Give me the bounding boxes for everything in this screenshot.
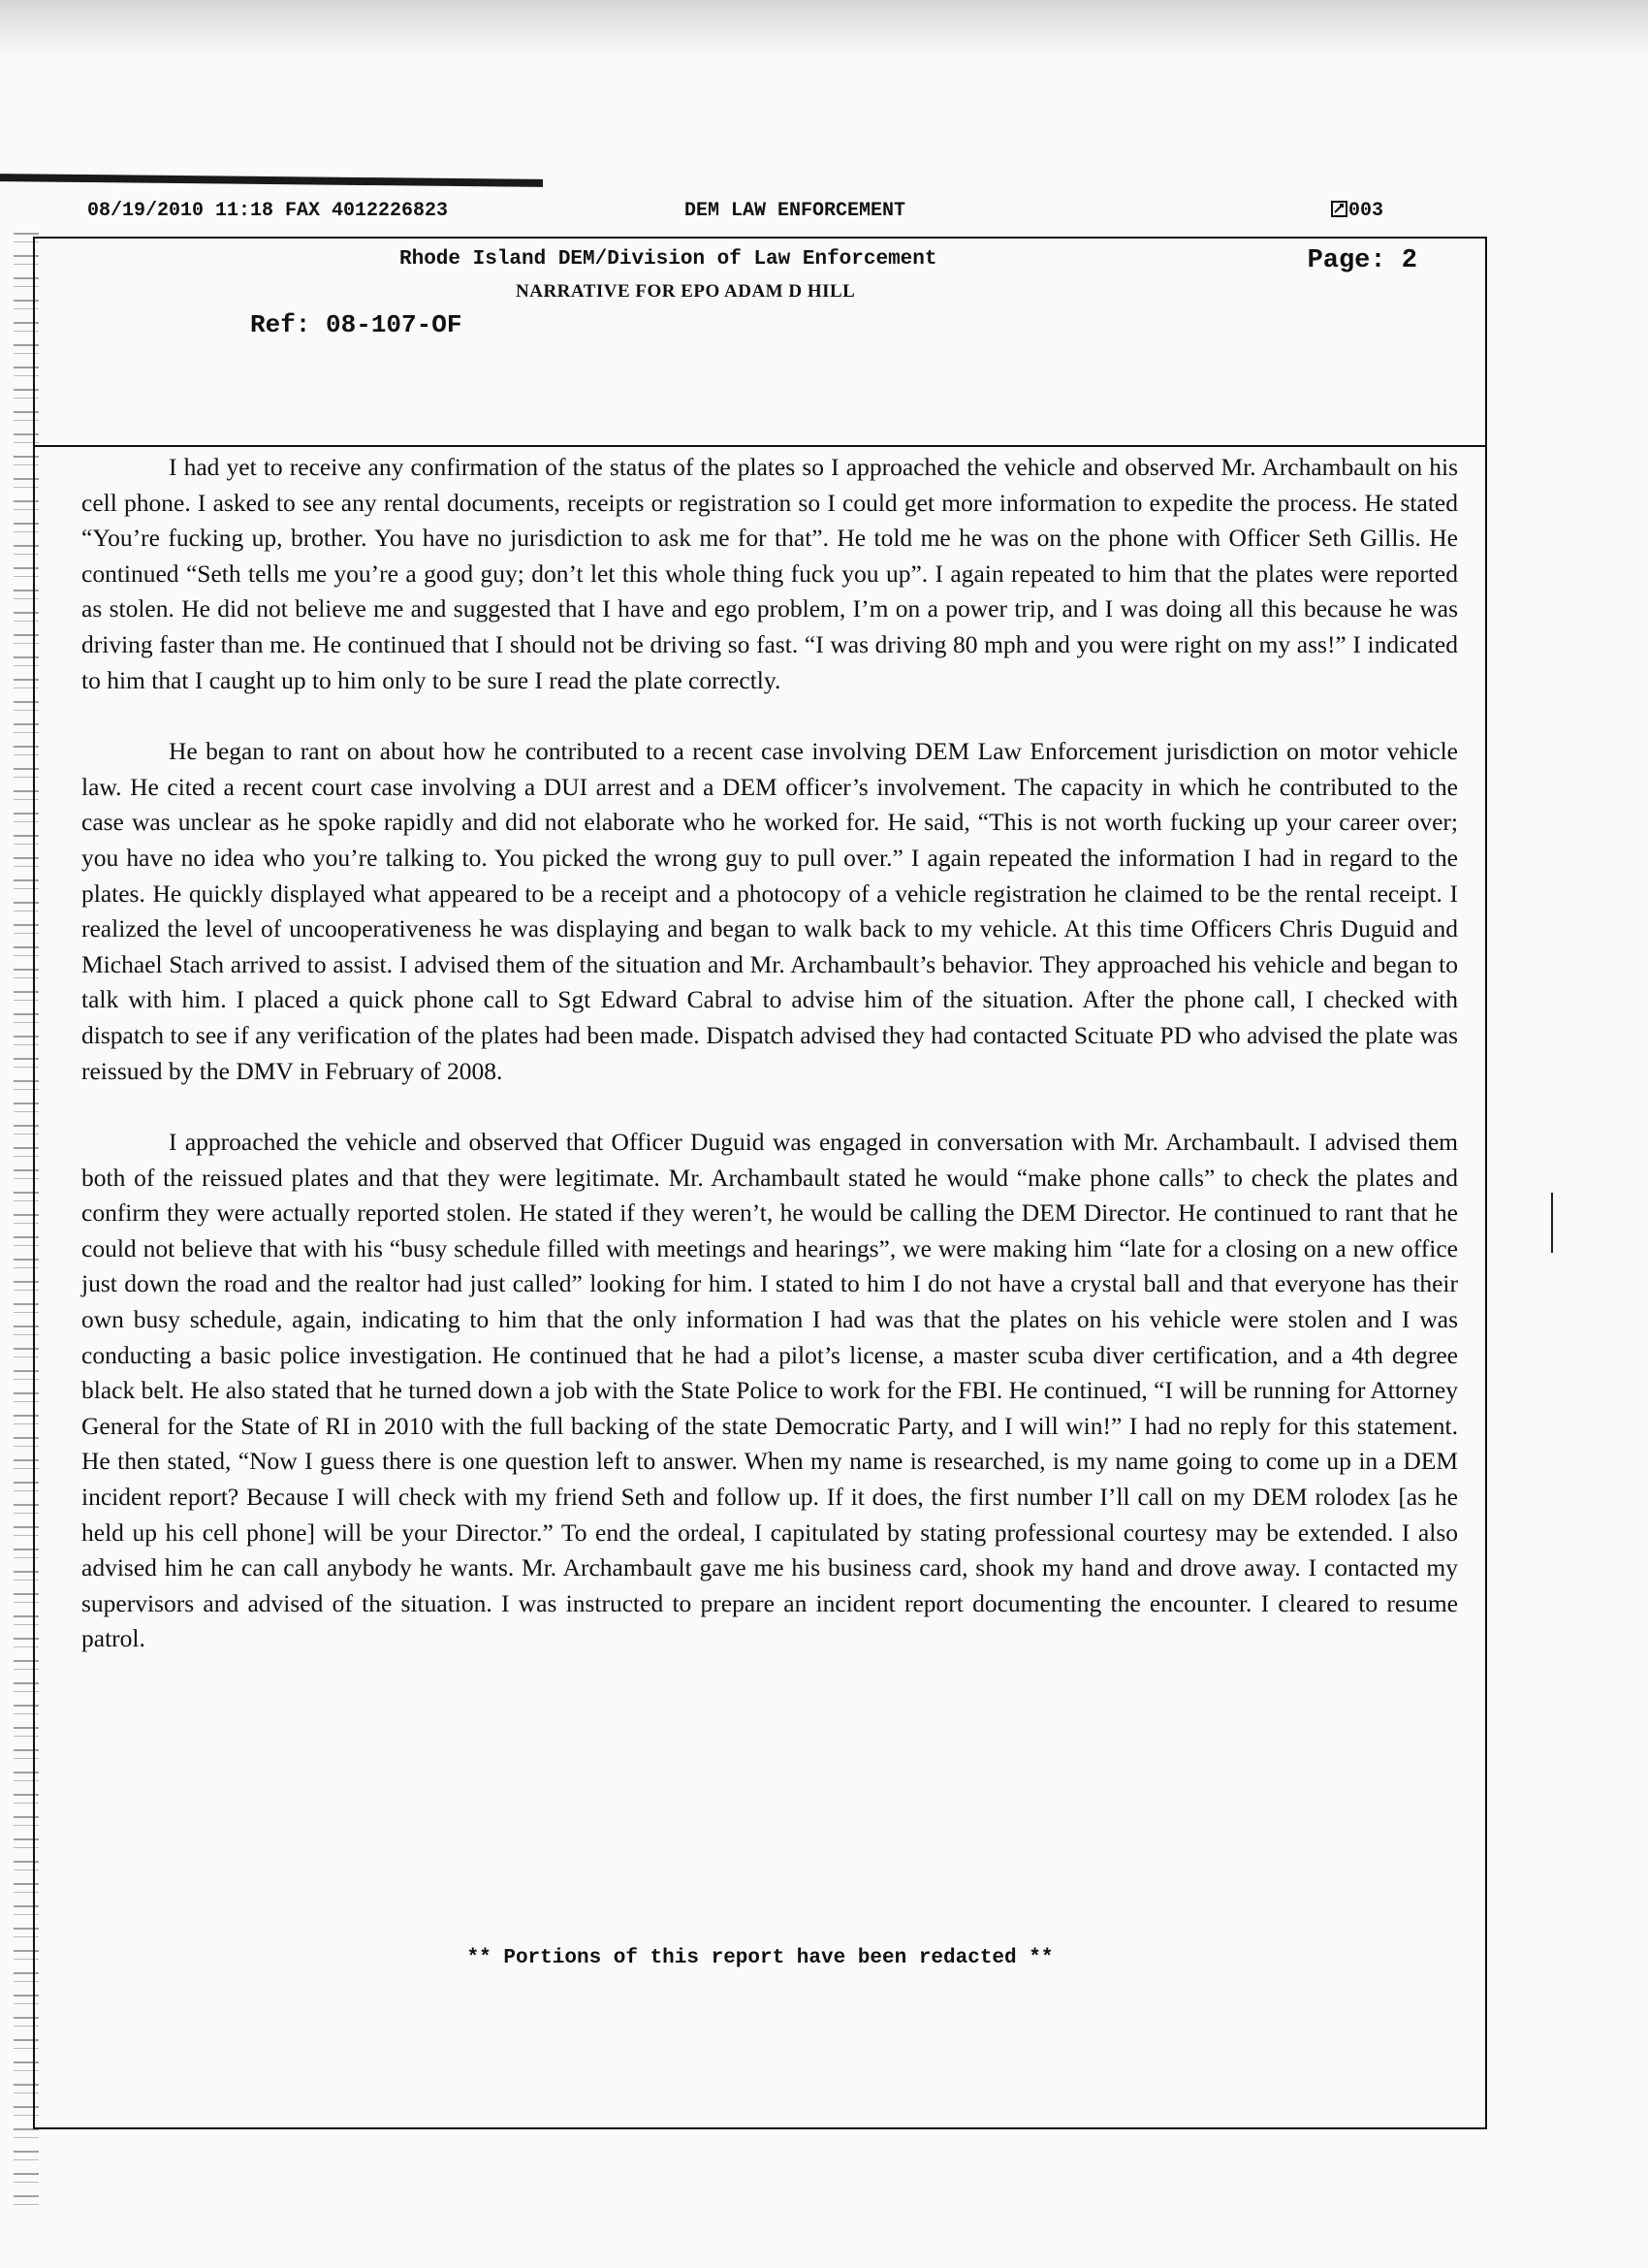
narrative-body bbox=[81, 450, 1458, 1657]
fax-header bbox=[87, 200, 1406, 229]
narrative-title: NARRATIVE FOR EPO ADAM D HILL bbox=[516, 281, 856, 302]
reference-number: Ref: 08-107-OF bbox=[250, 310, 462, 339]
report-header bbox=[35, 239, 1485, 447]
redaction-note: ** Portions of this report have been redacted ** bbox=[466, 1947, 1054, 1969]
fax-datetime: 08/19/2010 11:18 FAX 4012226823 bbox=[87, 200, 449, 222]
narrative-paragraph: I had yet to receive any confirmation of the status of the plates so I approached the vehicle and observed Mr. Archambault on his cell phone. I asked to see any rental documents, receipts or registration so I could get more information to expedite the process. He stated “You’re fucking up, brother. You have no jurisdiction to ask me for that”. He told me he was on the phone with Officer Seth Gillis. He continued “Seth tells me you’re a good guy; don’t let this whole thing fuck you up”. I again repeated to him that the plates were reported as stolen. He did not believe me and suggested that I have and ego problem, I’m on a power trip, and I was doing all this because he was driving faster than me. He continued that I should not be driving so fast. “I was driving 80 mph and you were right on my ass!” I indicated to him that I caught up to him only to be sure I read the plate correctly. bbox=[81, 453, 1458, 694]
report-form bbox=[33, 237, 1487, 2129]
scan-artifact-line bbox=[0, 174, 543, 187]
page-label: Page: 2 bbox=[1307, 246, 1417, 275]
fax-page-number-text: 003 bbox=[1348, 200, 1384, 222]
narrative-paragraph: He began to rant on about how he contributed to a recent case involving DEM Law Enforcement jurisdiction on motor vehicle law. He cited a recent court case involving a DUI arrest and a DEM officer’s involvement. The capacity in which he contributed to the case was unclear as he spoke rapidly and did not elaborate who he worked for. He said, “This is not worth fucking up your career over; you have no idea who you’re talking to. You picked the wrong guy to pull over.” I again repeated the information I had in regard to the plates. He quickly displayed what appeared to be a receipt and a photocopy of a vehicle registration he claimed to be the rental receipt. I realized the level of uncooperativeness he was displaying and began to walk back to my vehicle. At this time Officers Chris Duguid and Michael Stach arrived to assist. I advised them of the situation and Mr. Archambault’s behavior. They approached his vehicle and began to talk with him. I placed a quick phone call to Sgt Edward Cabral to advise him of the situation. After the phone call, I checked with dispatch to see if any verification of the plates had been made. Dispatch advised they had contacted Scituate PD who advised the plate was reissued by the DMV in February of 2008. bbox=[81, 737, 1458, 1085]
fax-page-number bbox=[1331, 200, 1384, 222]
agency-name: Rhode Island DEM/Division of Law Enforcement bbox=[399, 248, 937, 271]
narrative-paragraph: I approached the vehicle and observed that Officer Duguid was engaged in conversation with Mr. Archambault. I advised them both of the reissued plates and that they were legitimate. Mr. Archambault stated he would “make phone calls” to check the plates and confirm they were actually reported stolen. He stated if they weren’t, he would be calling the DEM Director. He continued to rant that he could not believe that with his “busy schedule filled with meetings and hearings”, we were making him “late for a closing on a new office just down the road and the realtor had just called” looking for him. I stated to him I do not have a crystal ball and that everyone has their own busy schedule, again, indicating to him that the only information I had was that the plates on his vehicle were stolen and I was conducting a basic police investigation. He continued that he had a pilot’s license, a master scuba diver certification, and a 4th degree black belt. He also stated that he turned down a job with the State Police to work for the FBI. He continued, “I will be running for Attorney General for the State of RI in 2010 with the full backing of the state Democratic Party, and I will win!” I had no reply for this statement. He then stated, “Now I guess there is one question left to answer. When my name is researched, is my name going to come up in a DEM incident report? Because I will check with my friend Seth and follow up. If it does, the first number I’ll call on my DEM rolodex [as he held up his cell phone] will be your Director.” To end the ordeal, I capitulated by stating professional courtesy may be extended. I also advised him he can call anybody he wants. Mr. Archambault gave me his business card, shook my hand and drove away. I contacted my supervisors and advised of the situation. I was instructed to prepare an incident report documenting the encounter. I cleared to resume patrol. bbox=[81, 1128, 1458, 1653]
margin-mark bbox=[1551, 1193, 1553, 1253]
fax-department: DEM LAW ENFORCEMENT bbox=[684, 200, 906, 222]
scan-shadow bbox=[0, 0, 1648, 58]
fax-page-icon bbox=[1331, 201, 1347, 217]
